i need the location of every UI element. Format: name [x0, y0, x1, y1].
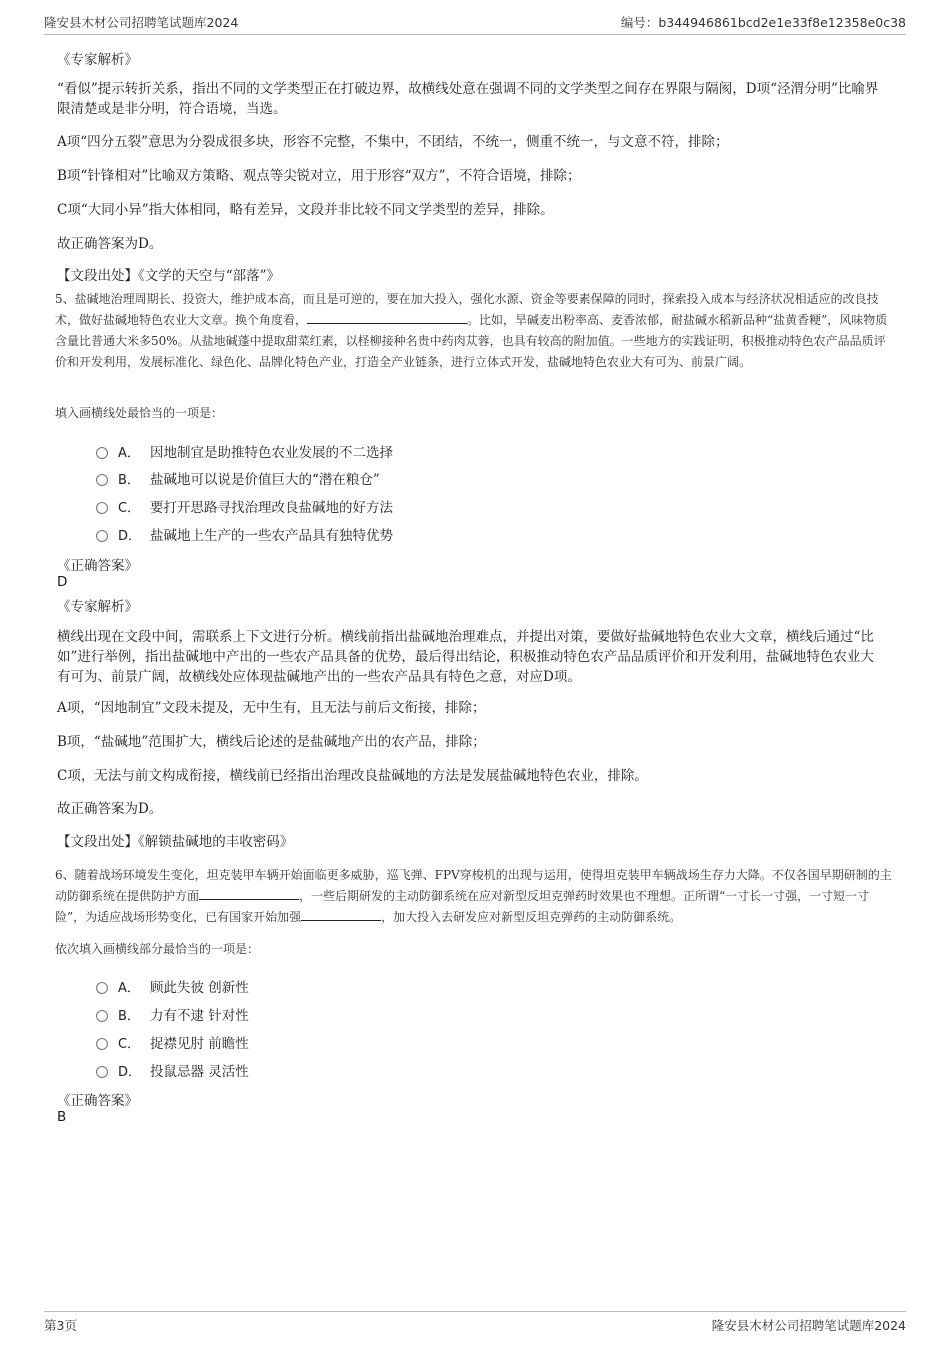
- q6-prompt: 依次填入画横线部分最恰当的一项是：: [55, 942, 260, 956]
- q6-stem-part2: ，一些后期研发的主动防御系统在应对新型反坦克弹药时效果也不理想。正所谓“一寸长一寸强，一寸短一寸险”，为适应战场形势变化，已有国家开始加强: [55, 889, 870, 924]
- radio-icon[interactable]: [96, 1038, 108, 1050]
- q6-blank-1: [199, 887, 299, 900]
- q5-answer: D: [57, 574, 68, 590]
- q6-option-a[interactable]: A． 顾此失彼 创新性: [96, 976, 249, 996]
- q4-analysis-option-a: A项“四分五裂”意思为分裂成很多块，形容不完整，不集中，不团结，不统一，侧重不统一，与文意不符，排除；: [57, 134, 729, 150]
- q5-option-b[interactable]: B． 盐碱地可以说是价值巨大的“潜在粮仓”: [96, 468, 380, 488]
- q5-analysis-option-c: C项，无法与前文构成衔接，横线前已经指出治理改良盐碱地的方法是发展盐碱地特色农业，排除。: [57, 768, 648, 784]
- page-header: [44, 10, 906, 35]
- radio-icon[interactable]: [96, 982, 108, 994]
- header-title: 隆安县木材公司招聘笔试题库2024: [44, 15, 239, 30]
- q4-analysis-option-c: C项“大同小异”指大体相同，略有差异，文段并非比较不同文学类型的差异，排除。: [57, 202, 554, 218]
- q6-stem-part3: ，加大投入去研发应对新型反坦克弹药的主动防御系统。: [381, 910, 682, 924]
- q6-answer: B: [57, 1109, 67, 1125]
- q4-analysis-option-b: B项“针锋相对”比喻双方策略、观点等尖锐对立，用于形容“双方”，不符合语境，排除；: [57, 168, 581, 184]
- q5-blank: [307, 311, 467, 324]
- q4-conclusion: 故正确答案为D。: [57, 236, 163, 252]
- q6-option-b[interactable]: B． 力有不逮 针对性: [96, 1004, 249, 1024]
- page-footer: [44, 1311, 906, 1334]
- page-number: 第3页: [44, 1318, 77, 1333]
- q5-option-a[interactable]: A． 因地制宜是助推特色农业发展的不二选择: [96, 441, 393, 461]
- radio-icon[interactable]: [96, 447, 108, 459]
- header-serial: 编号：b344946861bcd2e1e33f8e12358e0c38: [620, 15, 906, 30]
- q6-stem-part1: 6、随着战场环境发生变化，坦克装甲车辆开始面临更多威胁，巡飞弹、FPV穿梭机的出现与运用，使得坦克装甲车辆战场生存力大降。不仅各国早期研制的主动防御系统在提供防护方面: [55, 868, 892, 903]
- q6-option-d[interactable]: D． 投鼠忌器 灵活性: [96, 1060, 249, 1080]
- radio-icon[interactable]: [96, 502, 108, 514]
- q5-analysis-label: 《专家解析》: [57, 599, 138, 615]
- q5-analysis-paragraph: 横线出现在文段中间，需联系上下文进行分析。横线前指出盐碱地治理难点，并提出对策，要做好盐碱地特色农业大文章，横线后通过“比如”进行举例，指出盐碱地中产出的一些农产品具备的优势，最后得出结论，积极推动特色农产品品质评价和开发利用，盐碱地特色农业大有可为、前景广阔，故横线处应体现盐碱地产出的一些农产品具有特色之意，对应D项。: [57, 629, 874, 685]
- q4-source: 【文段出处】《文学的天空与“部落”》: [57, 268, 281, 284]
- q4-analysis-label: 《专家解析》: [57, 52, 138, 68]
- q5-source: 【文段出处】《解锁盐碱地的丰收密码》: [57, 834, 294, 850]
- footer-title: 隆安县木材公司招聘笔试题库2024: [711, 1318, 906, 1333]
- q5-option-c[interactable]: C． 要打开思路寻找治理改良盐碱地的好方法: [96, 496, 393, 516]
- q5-conclusion: 故正确答案为D。: [57, 801, 163, 817]
- q4-analysis-paragraph: “看似”提示转折关系，指出不同的文学类型正在打破边界，故横线处意在强调不同的文学类型之间存在界限与隔阂，D项“泾渭分明”比喻界限清楚或是非分明，符合语境，当选。: [57, 81, 879, 117]
- radio-icon[interactable]: [96, 1010, 108, 1022]
- q5-stem: [55, 289, 897, 373]
- q5-stem-part1: 5、盐碱地治理周期长、投资大，维护成本高，而且是可逆的，要在加大投入，强化水源、资金等要素保障的同时，探索投入成本与经济状况相适应的改良技术，做好盐碱地特色农业大文章。换个角度看，: [55, 292, 879, 327]
- q6-option-c[interactable]: C． 捉襟见肘 前瞻性: [96, 1032, 249, 1052]
- q5-analysis-option-a: A项，“因地制宜”文段未提及，无中生有，且无法与前后文衔接，排除；: [57, 700, 486, 716]
- q6-blank-2: [301, 908, 381, 921]
- q5-stem-part2: 。比如，旱碱麦出粉率高、麦香浓郁，耐盐碱水稻新品种“盐黄香粳”，风味物质含量比普通大米多50%。从盐地碱蓬中提取甜菜红素，以柽柳接种名贵中药肉苁蓉，也具有较高的附加值。一些地方的实践证明，积极推动特色农产品品质评价和开发利用，发展标准化、绿色化、品牌化特色产业，打造全产业链条，进行立体式开发，盐碱地特色农业大有可为、前景广阔。: [55, 313, 888, 369]
- q5-analysis-option-b: B项，“盐碱地”范围扩大，横线后论述的是盐碱地产出的农产品，排除；: [57, 734, 486, 750]
- q5-prompt: 填入画横线处最恰当的一项是：: [55, 406, 224, 420]
- q6-answer-label: 《正确答案》: [57, 1093, 138, 1109]
- radio-icon[interactable]: [96, 530, 108, 542]
- radio-icon[interactable]: [96, 1066, 108, 1078]
- radio-icon[interactable]: [96, 474, 108, 486]
- q6-stem: [55, 865, 897, 928]
- q5-option-d[interactable]: D． 盐碱地上生产的一些农产品具有独特优势: [96, 524, 393, 544]
- q5-answer-label: 《正确答案》: [57, 558, 138, 574]
